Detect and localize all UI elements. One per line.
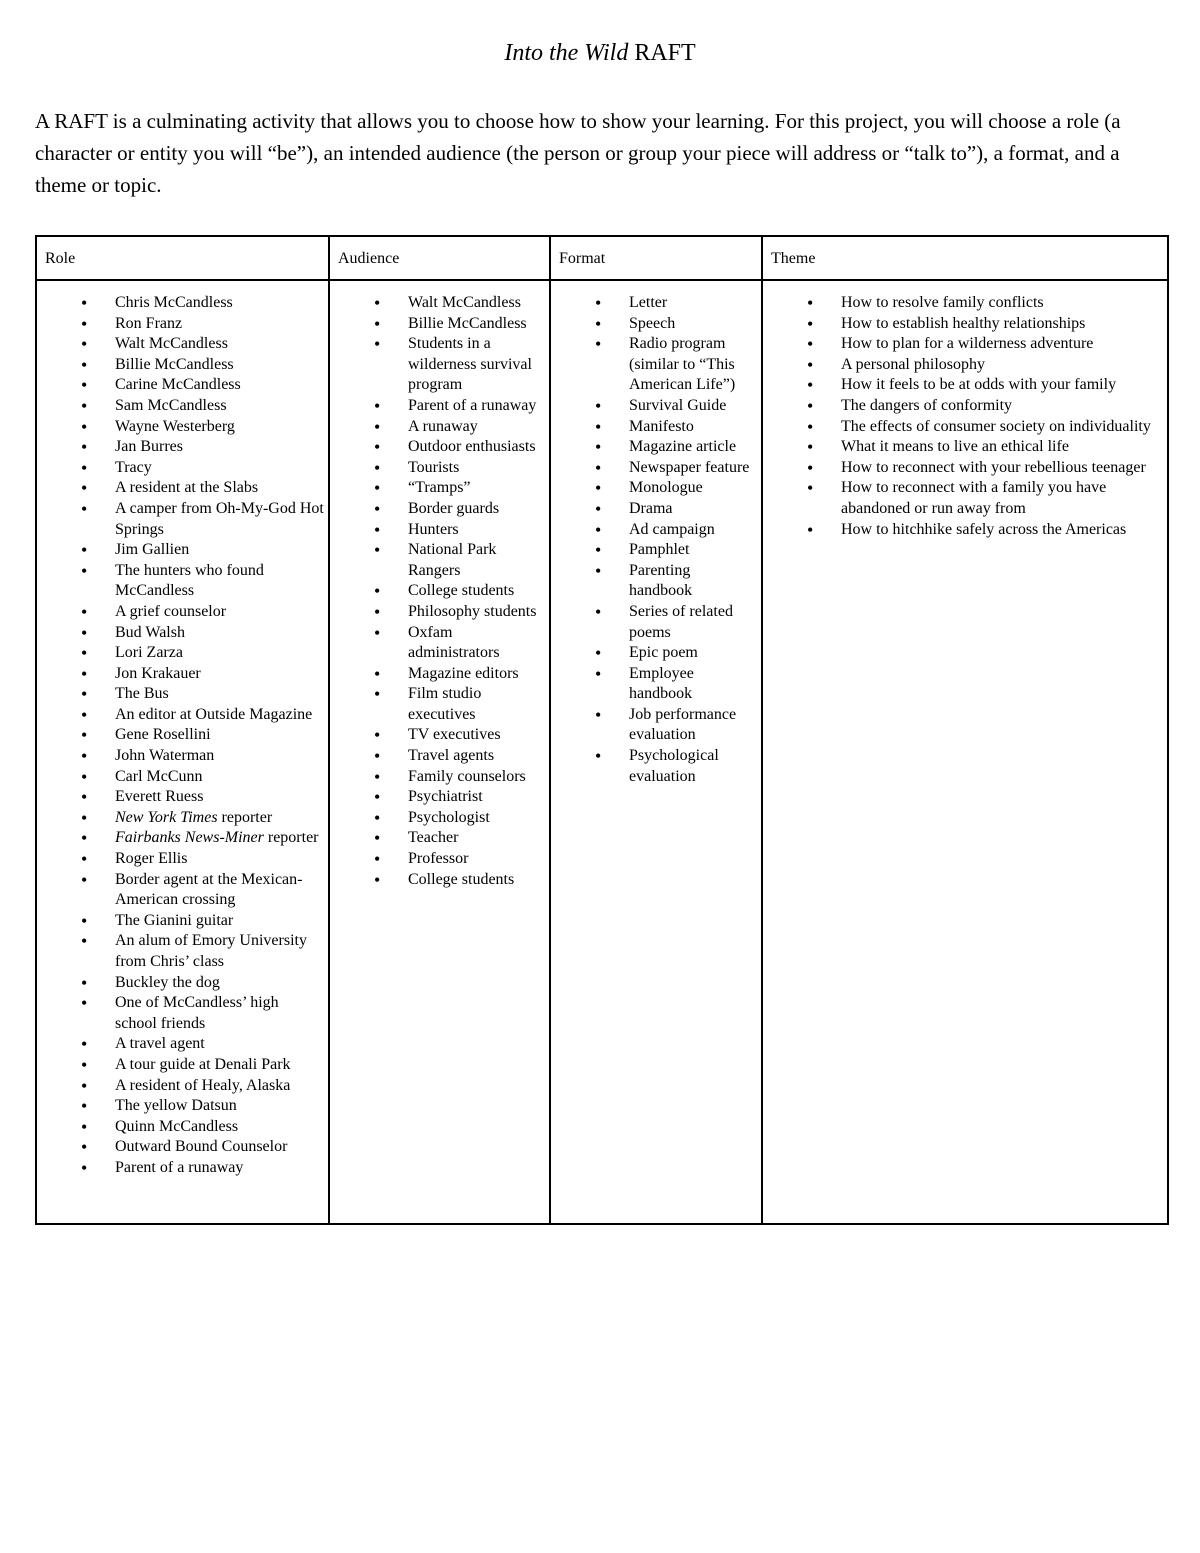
audience-list-item: • Students in a wilderness survival program <box>330 334 545 396</box>
role-list-item: • Bud Walsh <box>37 623 324 644</box>
format-list-item: • Survival Guide <box>551 396 757 417</box>
title-italic: Into the Wild <box>504 40 629 66</box>
format-list <box>551 293 757 787</box>
format-list-item: • Magazine article <box>551 437 757 458</box>
format-list-item: • Psychological evaluation <box>551 746 757 787</box>
role-cell <box>36 280 329 1224</box>
role-list-item: • A travel agent <box>37 1034 324 1055</box>
role-list-item: • Jim Gallien <box>37 540 324 561</box>
format-list-item: • Epic poem <box>551 643 757 664</box>
role-list-item: • A resident at the Slabs <box>37 478 324 499</box>
role-list-item: • Roger Ellis <box>37 849 324 870</box>
header-audience: Audience <box>329 236 550 280</box>
theme-list-item: • The effects of consumer society on individuality <box>763 417 1163 438</box>
audience-list <box>330 293 545 890</box>
role-list-item: • New York Times reporter <box>37 808 324 829</box>
role-list-item: • A resident of Healy, Alaska <box>37 1076 324 1097</box>
format-list-item: • Speech <box>551 314 757 335</box>
role-list-item: • The Gianini guitar <box>37 911 324 932</box>
role-list-item: • Carl McCunn <box>37 767 324 788</box>
audience-list-item: • College students <box>330 581 545 602</box>
role-list-item: • Border agent at the Mexican-American crossing <box>37 870 324 911</box>
header-format: Format <box>550 236 762 280</box>
audience-list-item: • Teacher <box>330 828 545 849</box>
role-list-item: • Ron Franz <box>37 314 324 335</box>
role-list-item: • Jan Burres <box>37 437 324 458</box>
audience-list-item: • Hunters <box>330 520 545 541</box>
role-list-item: • The hunters who found McCandless <box>37 561 324 602</box>
theme-list-item: • How to plan for a wilderness adventure <box>763 334 1163 355</box>
audience-list-item: • Walt McCandless <box>330 293 545 314</box>
theme-list-item: • How to establish healthy relationships <box>763 314 1163 335</box>
role-list-item: • Outward Bound Counselor <box>37 1137 324 1158</box>
theme-list-item: • How to hitchhike safely across the Americas <box>763 520 1163 541</box>
page-title <box>0 38 1200 68</box>
role-list-item: • Fairbanks News-Miner reporter <box>37 828 324 849</box>
audience-list-item: • “Tramps” <box>330 478 545 499</box>
format-list-item: • Manifesto <box>551 417 757 438</box>
theme-list-item: • A personal philosophy <box>763 355 1163 376</box>
intro-paragraph: A RAFT is a culminating activity that allows you to choose how to show your learning. For this project, you will choose a role (a character or entity you will “be”), an intended audience (the person or group your piece will address or “talk to”), a format, and a theme or topic. <box>35 109 1121 197</box>
format-list-item: • Pamphlet <box>551 540 757 561</box>
role-list-item: • John Waterman <box>37 746 324 767</box>
format-list-item: • Series of related poems <box>551 602 757 643</box>
role-list-item: • Jon Krakauer <box>37 664 324 685</box>
audience-list-item: • Travel agents <box>330 746 545 767</box>
role-list-item: • One of McCandless’ high school friends <box>37 993 324 1034</box>
audience-list-item: • Philosophy students <box>330 602 545 623</box>
audience-list-item: • Outdoor enthusiasts <box>330 437 545 458</box>
theme-list-item: • How to reconnect with a family you have abandoned or run away from <box>763 478 1163 519</box>
role-list-item: • An editor at Outside Magazine <box>37 705 324 726</box>
audience-list-item: • A runaway <box>330 417 545 438</box>
format-cell <box>550 280 762 1224</box>
role-list-item: • Quinn McCandless <box>37 1117 324 1138</box>
audience-cell <box>329 280 550 1224</box>
role-list-item: • An alum of Emory University from Chris’ class <box>37 931 324 972</box>
theme-list-item: • How it feels to be at odds with your family <box>763 375 1163 396</box>
role-list-item: • Walt McCandless <box>37 334 324 355</box>
audience-list-item: • Parent of a runaway <box>330 396 545 417</box>
header-theme: Theme <box>762 236 1168 280</box>
format-list-item: • Monologue <box>551 478 757 499</box>
theme-list-item: • How to resolve family conflicts <box>763 293 1163 314</box>
format-list-item: • Letter <box>551 293 757 314</box>
role-list-item: • A tour guide at Denali Park <box>37 1055 324 1076</box>
audience-list-item: • TV executives <box>330 725 545 746</box>
role-list-item: • Chris McCandless <box>37 293 324 314</box>
theme-list-item: • What it means to live an ethical life <box>763 437 1163 458</box>
role-list-item: • Gene Rosellini <box>37 725 324 746</box>
table-header-row <box>36 236 1168 280</box>
role-list-item: • Tracy <box>37 458 324 479</box>
format-list-item: • Newspaper feature <box>551 458 757 479</box>
audience-list-item: • Border guards <box>330 499 545 520</box>
format-list-item: • Ad campaign <box>551 520 757 541</box>
role-list-item: • Sam McCandless <box>37 396 324 417</box>
audience-list-item: • Family counselors <box>330 767 545 788</box>
audience-list-item: • College students <box>330 870 545 891</box>
table-body-row <box>36 280 1168 1224</box>
role-list-item: • Lori Zarza <box>37 643 324 664</box>
role-list-item: • Wayne Westerberg <box>37 417 324 438</box>
role-list-item: • Carine McCandless <box>37 375 324 396</box>
theme-list <box>763 293 1163 540</box>
audience-list-item: • Oxfam administrators <box>330 623 545 664</box>
title-rest: RAFT <box>628 40 696 66</box>
theme-cell <box>762 280 1168 1224</box>
raft-table <box>35 235 1169 1225</box>
role-list-item: • The yellow Datsun <box>37 1096 324 1117</box>
audience-list-item: • Film studio executives <box>330 684 545 725</box>
theme-list-item: • How to reconnect with your rebellious teenager <box>763 458 1163 479</box>
format-list-item: • Employee handbook <box>551 664 757 705</box>
role-list-item: • Everett Ruess <box>37 787 324 808</box>
format-list-item: • Radio program (similar to “This American Life”) <box>551 334 757 396</box>
format-list-item: • Job performance evaluation <box>551 705 757 746</box>
role-list-item: • A camper from Oh-My-God Hot Springs <box>37 499 324 540</box>
audience-list-item: • Tourists <box>330 458 545 479</box>
role-list <box>37 293 324 1179</box>
audience-list-item: • Psychiatrist <box>330 787 545 808</box>
role-list-item: • Billie McCandless <box>37 355 324 376</box>
format-list-item: • Parenting handbook <box>551 561 757 602</box>
audience-list-item: • Magazine editors <box>330 664 545 685</box>
role-list-item: • A grief counselor <box>37 602 324 623</box>
role-list-item: • Buckley the dog <box>37 973 324 994</box>
audience-list-item: • Psychologist <box>330 808 545 829</box>
role-list-item: • The Bus <box>37 684 324 705</box>
header-role: Role <box>36 236 329 280</box>
role-list-item: • Parent of a runaway <box>37 1158 324 1179</box>
audience-list-item: • Billie McCandless <box>330 314 545 335</box>
theme-list-item: • The dangers of conformity <box>763 396 1163 417</box>
audience-list-item: • National Park Rangers <box>330 540 545 581</box>
audience-list-item: • Professor <box>330 849 545 870</box>
format-list-item: • Drama <box>551 499 757 520</box>
